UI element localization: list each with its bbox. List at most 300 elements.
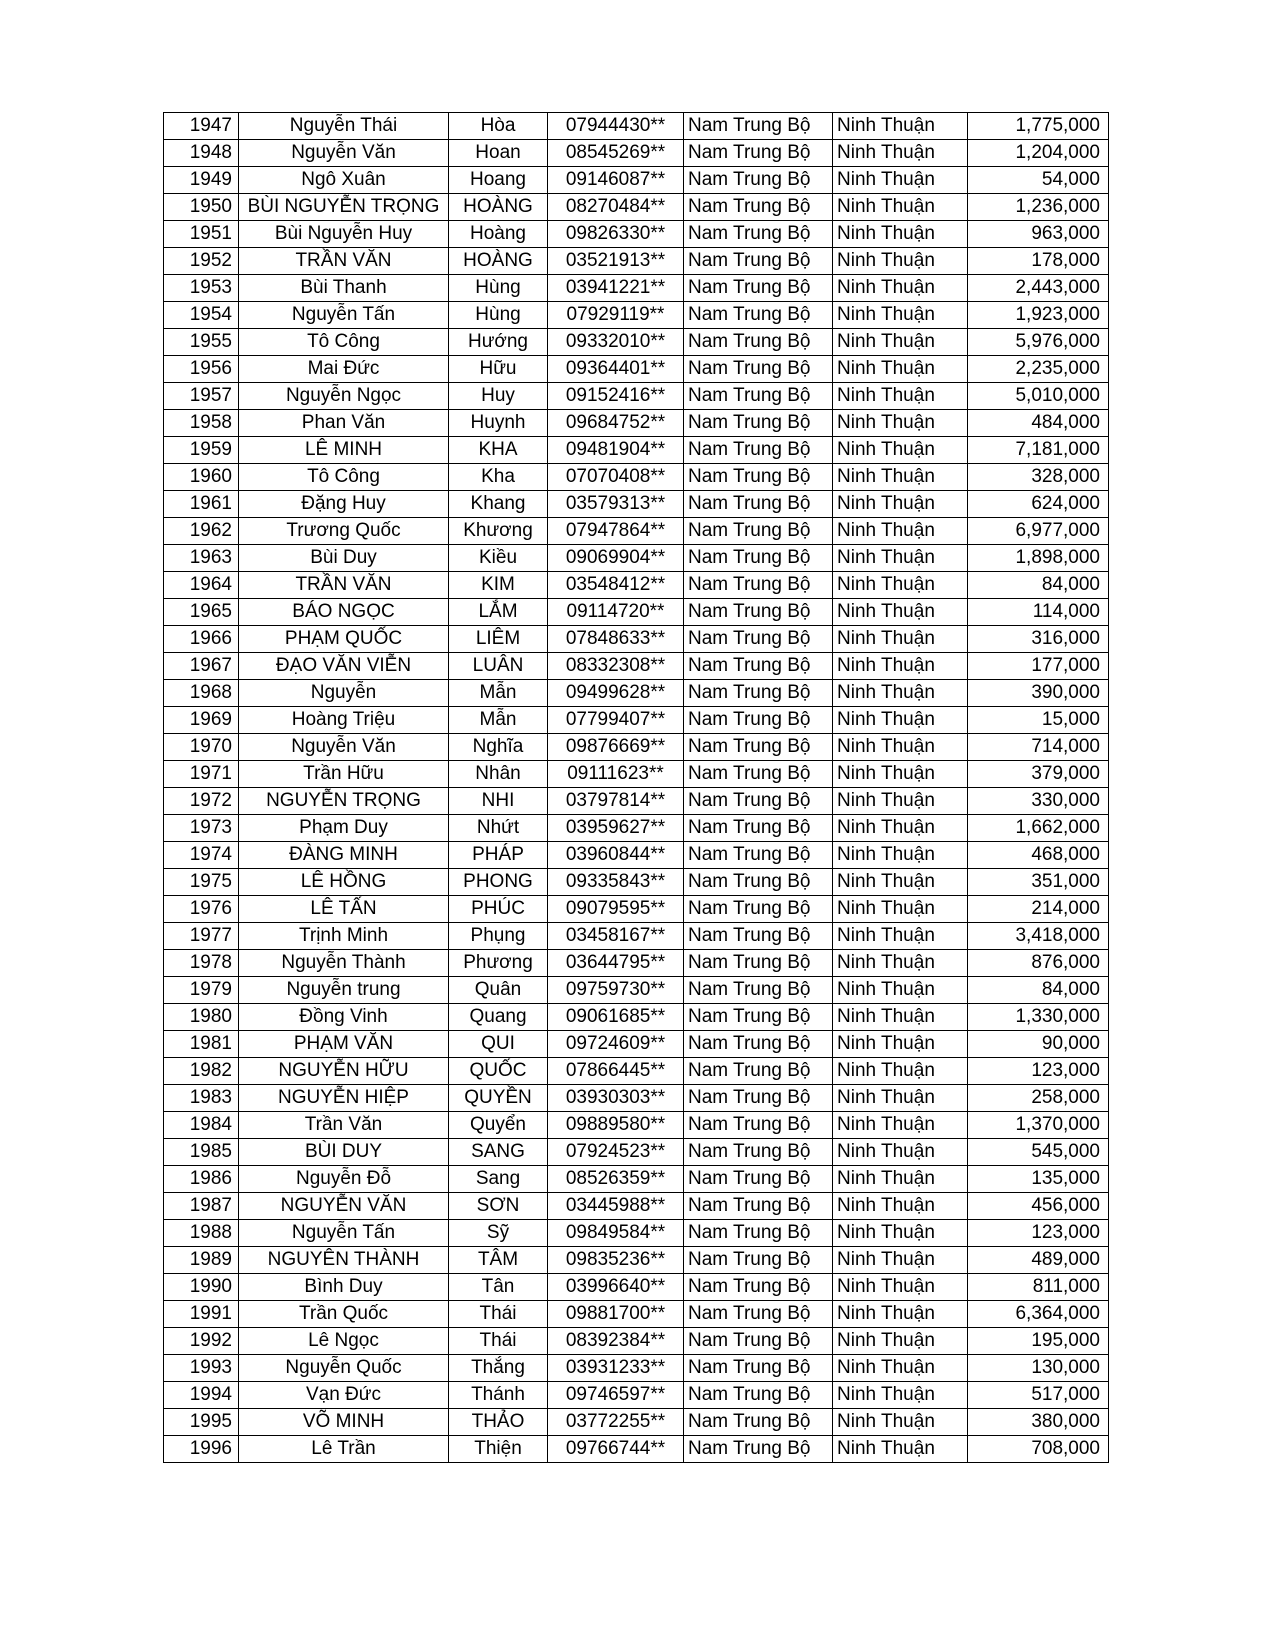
family-name-cell: Nguyễn Thái (239, 113, 449, 140)
row-number-cell: 1990 (164, 1274, 239, 1301)
phone-cell: 09499628** (548, 680, 684, 707)
province-cell: Ninh Thuận (833, 1058, 968, 1085)
province-cell: Ninh Thuận (833, 1301, 968, 1328)
given-name-cell: Hoàng (449, 221, 548, 248)
amount-cell: 351,000 (968, 869, 1109, 896)
row-number-cell: 1982 (164, 1058, 239, 1085)
table-row (164, 167, 1109, 194)
given-name-cell: Hòa (449, 113, 548, 140)
table-row (164, 1436, 1109, 1463)
phone-cell: 09079595** (548, 896, 684, 923)
region-cell: Nam Trung Bộ (684, 896, 833, 923)
region-cell: Nam Trung Bộ (684, 1274, 833, 1301)
amount-cell: 545,000 (968, 1139, 1109, 1166)
family-name-cell: Trần Hữu (239, 761, 449, 788)
region-cell: Nam Trung Bộ (684, 815, 833, 842)
amount-cell: 468,000 (968, 842, 1109, 869)
given-name-cell: QUI (449, 1031, 548, 1058)
row-number-cell: 1967 (164, 653, 239, 680)
row-number-cell: 1960 (164, 464, 239, 491)
amount-cell: 484,000 (968, 410, 1109, 437)
family-name-cell: Lê Trần (239, 1436, 449, 1463)
region-cell: Nam Trung Bộ (684, 1220, 833, 1247)
table-row (164, 248, 1109, 275)
province-cell: Ninh Thuận (833, 896, 968, 923)
phone-cell: 07799407** (548, 707, 684, 734)
family-name-cell: Trịnh Minh (239, 923, 449, 950)
table-row (164, 950, 1109, 977)
given-name-cell: Quyển (449, 1112, 548, 1139)
amount-cell: 316,000 (968, 626, 1109, 653)
given-name-cell: PHONG (449, 869, 548, 896)
given-name-cell: Hoang (449, 167, 548, 194)
amount-cell: 328,000 (968, 464, 1109, 491)
given-name-cell: Khang (449, 491, 548, 518)
family-name-cell: Phan Văn (239, 410, 449, 437)
amount-cell: 1,775,000 (968, 113, 1109, 140)
table-row (164, 1004, 1109, 1031)
family-name-cell: BÙI DUY (239, 1139, 449, 1166)
phone-cell: 03930303** (548, 1085, 684, 1112)
row-number-cell: 1977 (164, 923, 239, 950)
province-cell: Ninh Thuận (833, 221, 968, 248)
table-row (164, 302, 1109, 329)
phone-cell: 07070408** (548, 464, 684, 491)
row-number-cell: 1984 (164, 1112, 239, 1139)
row-number-cell: 1958 (164, 410, 239, 437)
phone-cell: 09889580** (548, 1112, 684, 1139)
table-row (164, 518, 1109, 545)
row-number-cell: 1968 (164, 680, 239, 707)
row-number-cell: 1963 (164, 545, 239, 572)
given-name-cell: Huynh (449, 410, 548, 437)
family-name-cell: NGUYỄN VĂN (239, 1193, 449, 1220)
row-number-cell: 1973 (164, 815, 239, 842)
given-name-cell: Mẫn (449, 680, 548, 707)
province-cell: Ninh Thuận (833, 1328, 968, 1355)
row-number-cell: 1955 (164, 329, 239, 356)
family-name-cell: Hoàng Triệu (239, 707, 449, 734)
row-number-cell: 1980 (164, 1004, 239, 1031)
table-row (164, 761, 1109, 788)
region-cell: Nam Trung Bộ (684, 356, 833, 383)
family-name-cell: VÕ MINH (239, 1409, 449, 1436)
region-cell: Nam Trung Bộ (684, 950, 833, 977)
family-name-cell: Nguyễn Tấn (239, 1220, 449, 1247)
table-row (164, 1193, 1109, 1220)
region-cell: Nam Trung Bộ (684, 248, 833, 275)
row-number-cell: 1949 (164, 167, 239, 194)
amount-cell: 1,370,000 (968, 1112, 1109, 1139)
province-cell: Ninh Thuận (833, 275, 968, 302)
row-number-cell: 1989 (164, 1247, 239, 1274)
amount-cell: 390,000 (968, 680, 1109, 707)
family-name-cell: PHẠM QUỐC (239, 626, 449, 653)
row-number-cell: 1957 (164, 383, 239, 410)
row-number-cell: 1950 (164, 194, 239, 221)
table-row (164, 1139, 1109, 1166)
phone-cell: 08526359** (548, 1166, 684, 1193)
table-row (164, 1220, 1109, 1247)
amount-cell: 2,443,000 (968, 275, 1109, 302)
region-cell: Nam Trung Bộ (684, 1355, 833, 1382)
region-cell: Nam Trung Bộ (684, 329, 833, 356)
given-name-cell: Thái (449, 1328, 548, 1355)
amount-cell: 1,204,000 (968, 140, 1109, 167)
family-name-cell: Bùi Nguyễn Huy (239, 221, 449, 248)
province-cell: Ninh Thuận (833, 842, 968, 869)
table-row (164, 1112, 1109, 1139)
family-name-cell: Mai Đức (239, 356, 449, 383)
table-row (164, 437, 1109, 464)
given-name-cell: Sỹ (449, 1220, 548, 1247)
province-cell: Ninh Thuận (833, 437, 968, 464)
row-number-cell: 1969 (164, 707, 239, 734)
table-row (164, 221, 1109, 248)
region-cell: Nam Trung Bộ (684, 1193, 833, 1220)
amount-cell: 135,000 (968, 1166, 1109, 1193)
phone-cell: 03960844** (548, 842, 684, 869)
table-row (164, 1382, 1109, 1409)
province-cell: Ninh Thuận (833, 1247, 968, 1274)
region-cell: Nam Trung Bộ (684, 572, 833, 599)
province-cell: Ninh Thuận (833, 626, 968, 653)
amount-cell: 90,000 (968, 1031, 1109, 1058)
row-number-cell: 1994 (164, 1382, 239, 1409)
family-name-cell: TRẦN VĂN (239, 248, 449, 275)
region-cell: Nam Trung Bộ (684, 923, 833, 950)
row-number-cell: 1951 (164, 221, 239, 248)
phone-cell: 03941221** (548, 275, 684, 302)
region-cell: Nam Trung Bộ (684, 1247, 833, 1274)
region-cell: Nam Trung Bộ (684, 1139, 833, 1166)
region-cell: Nam Trung Bộ (684, 869, 833, 896)
phone-cell: 03996640** (548, 1274, 684, 1301)
region-cell: Nam Trung Bộ (684, 680, 833, 707)
given-name-cell: Quân (449, 977, 548, 1004)
amount-cell: 123,000 (968, 1058, 1109, 1085)
amount-cell: 177,000 (968, 653, 1109, 680)
province-cell: Ninh Thuận (833, 1193, 968, 1220)
phone-cell: 03959627** (548, 815, 684, 842)
family-name-cell: Nguyễn trung (239, 977, 449, 1004)
amount-cell: 7,181,000 (968, 437, 1109, 464)
given-name-cell: KIM (449, 572, 548, 599)
given-name-cell: Phương (449, 950, 548, 977)
region-cell: Nam Trung Bộ (684, 1004, 833, 1031)
phone-cell: 07944430** (548, 113, 684, 140)
phone-cell: 03797814** (548, 788, 684, 815)
province-cell: Ninh Thuận (833, 1382, 968, 1409)
province-cell: Ninh Thuận (833, 1166, 968, 1193)
family-name-cell: Đặng Huy (239, 491, 449, 518)
province-cell: Ninh Thuận (833, 302, 968, 329)
given-name-cell: Hùng (449, 302, 548, 329)
amount-cell: 379,000 (968, 761, 1109, 788)
row-number-cell: 1981 (164, 1031, 239, 1058)
row-number-cell: 1995 (164, 1409, 239, 1436)
amount-cell: 708,000 (968, 1436, 1109, 1463)
amount-cell: 1,898,000 (968, 545, 1109, 572)
province-cell: Ninh Thuận (833, 1004, 968, 1031)
amount-cell: 15,000 (968, 707, 1109, 734)
table-row (164, 1085, 1109, 1112)
region-cell: Nam Trung Bộ (684, 275, 833, 302)
row-number-cell: 1986 (164, 1166, 239, 1193)
amount-cell: 54,000 (968, 167, 1109, 194)
family-name-cell: BÙI NGUYỄN TRỌNG (239, 194, 449, 221)
province-cell: Ninh Thuận (833, 1220, 968, 1247)
phone-cell: 09746597** (548, 1382, 684, 1409)
row-number-cell: 1965 (164, 599, 239, 626)
phone-cell: 07947864** (548, 518, 684, 545)
row-number-cell: 1962 (164, 518, 239, 545)
amount-cell: 380,000 (968, 1409, 1109, 1436)
region-cell: Nam Trung Bộ (684, 140, 833, 167)
region-cell: Nam Trung Bộ (684, 1436, 833, 1463)
data-table (163, 112, 1109, 1463)
family-name-cell: Nguyễn Thành (239, 950, 449, 977)
row-number-cell: 1970 (164, 734, 239, 761)
region-cell: Nam Trung Bộ (684, 194, 833, 221)
given-name-cell: PHÚC (449, 896, 548, 923)
given-name-cell: LUÂN (449, 653, 548, 680)
given-name-cell: KHA (449, 437, 548, 464)
family-name-cell: Phạm Duy (239, 815, 449, 842)
given-name-cell: Hùng (449, 275, 548, 302)
province-cell: Ninh Thuận (833, 599, 968, 626)
given-name-cell: Quang (449, 1004, 548, 1031)
phone-cell: 09759730** (548, 977, 684, 1004)
phone-cell: 09826330** (548, 221, 684, 248)
table-row (164, 383, 1109, 410)
table-row (164, 1301, 1109, 1328)
given-name-cell: SANG (449, 1139, 548, 1166)
province-cell: Ninh Thuận (833, 761, 968, 788)
phone-cell: 08392384** (548, 1328, 684, 1355)
family-name-cell: Tô Công (239, 464, 449, 491)
family-name-cell: LÊ HỒNG (239, 869, 449, 896)
amount-cell: 1,330,000 (968, 1004, 1109, 1031)
phone-cell: 03579313** (548, 491, 684, 518)
province-cell: Ninh Thuận (833, 140, 968, 167)
phone-cell: 09114720** (548, 599, 684, 626)
row-number-cell: 1964 (164, 572, 239, 599)
table-row (164, 626, 1109, 653)
given-name-cell: Kiều (449, 545, 548, 572)
region-cell: Nam Trung Bộ (684, 977, 833, 1004)
amount-cell: 84,000 (968, 572, 1109, 599)
phone-cell: 07924523** (548, 1139, 684, 1166)
family-name-cell: NGUYỄN TRỌNG (239, 788, 449, 815)
row-number-cell: 1985 (164, 1139, 239, 1166)
phone-cell: 09849584** (548, 1220, 684, 1247)
given-name-cell: NHI (449, 788, 548, 815)
province-cell: Ninh Thuận (833, 383, 968, 410)
given-name-cell: PHÁP (449, 842, 548, 869)
province-cell: Ninh Thuận (833, 572, 968, 599)
province-cell: Ninh Thuận (833, 410, 968, 437)
given-name-cell: Hướng (449, 329, 548, 356)
row-number-cell: 1966 (164, 626, 239, 653)
region-cell: Nam Trung Bộ (684, 1382, 833, 1409)
row-number-cell: 1956 (164, 356, 239, 383)
row-number-cell: 1978 (164, 950, 239, 977)
table-row (164, 734, 1109, 761)
row-number-cell: 1988 (164, 1220, 239, 1247)
phone-cell: 03644795** (548, 950, 684, 977)
row-number-cell: 1947 (164, 113, 239, 140)
table-row (164, 491, 1109, 518)
region-cell: Nam Trung Bộ (684, 113, 833, 140)
province-cell: Ninh Thuận (833, 518, 968, 545)
table-row (164, 1031, 1109, 1058)
family-name-cell: NGUYỄN HIỆP (239, 1085, 449, 1112)
family-name-cell: Tô Công (239, 329, 449, 356)
province-cell: Ninh Thuận (833, 950, 968, 977)
table-row (164, 1058, 1109, 1085)
phone-cell: 09061685** (548, 1004, 684, 1031)
province-cell: Ninh Thuận (833, 1085, 968, 1112)
given-name-cell: Tân (449, 1274, 548, 1301)
phone-cell: 07848633** (548, 626, 684, 653)
table-row (164, 1328, 1109, 1355)
row-number-cell: 1953 (164, 275, 239, 302)
family-name-cell: LÊ TẤN (239, 896, 449, 923)
given-name-cell: QUYỀN (449, 1085, 548, 1112)
given-name-cell: Phụng (449, 923, 548, 950)
family-name-cell: Nguyễn Ngọc (239, 383, 449, 410)
phone-cell: 09364401** (548, 356, 684, 383)
table-row (164, 896, 1109, 923)
region-cell: Nam Trung Bộ (684, 788, 833, 815)
phone-cell: 03521913** (548, 248, 684, 275)
phone-cell: 09152416** (548, 383, 684, 410)
table-row (164, 1409, 1109, 1436)
given-name-cell: LIÊM (449, 626, 548, 653)
province-cell: Ninh Thuận (833, 1274, 968, 1301)
row-number-cell: 1948 (164, 140, 239, 167)
province-cell: Ninh Thuận (833, 1139, 968, 1166)
given-name-cell: QUỐC (449, 1058, 548, 1085)
given-name-cell: Sang (449, 1166, 548, 1193)
province-cell: Ninh Thuận (833, 707, 968, 734)
family-name-cell: Nguyễn (239, 680, 449, 707)
given-name-cell: Thánh (449, 1382, 548, 1409)
family-name-cell: Lê Ngọc (239, 1328, 449, 1355)
province-cell: Ninh Thuận (833, 653, 968, 680)
family-name-cell: Nguyễn Đỗ (239, 1166, 449, 1193)
family-name-cell: TRẦN VĂN (239, 572, 449, 599)
family-name-cell: Trần Văn (239, 1112, 449, 1139)
phone-cell: 08545269** (548, 140, 684, 167)
province-cell: Ninh Thuận (833, 113, 968, 140)
amount-cell: 214,000 (968, 896, 1109, 923)
table-row (164, 788, 1109, 815)
province-cell: Ninh Thuận (833, 491, 968, 518)
amount-cell: 5,010,000 (968, 383, 1109, 410)
given-name-cell: Khương (449, 518, 548, 545)
row-number-cell: 1991 (164, 1301, 239, 1328)
region-cell: Nam Trung Bộ (684, 518, 833, 545)
given-name-cell: Nghĩa (449, 734, 548, 761)
province-cell: Ninh Thuận (833, 788, 968, 815)
amount-cell: 5,976,000 (968, 329, 1109, 356)
province-cell: Ninh Thuận (833, 1031, 968, 1058)
province-cell: Ninh Thuận (833, 194, 968, 221)
table-row (164, 707, 1109, 734)
phone-cell: 03445988** (548, 1193, 684, 1220)
row-number-cell: 1952 (164, 248, 239, 275)
table-row (164, 113, 1109, 140)
table-row (164, 356, 1109, 383)
province-cell: Ninh Thuận (833, 977, 968, 1004)
region-cell: Nam Trung Bộ (684, 302, 833, 329)
row-number-cell: 1971 (164, 761, 239, 788)
table-row (164, 815, 1109, 842)
given-name-cell: Kha (449, 464, 548, 491)
region-cell: Nam Trung Bộ (684, 653, 833, 680)
region-cell: Nam Trung Bộ (684, 1085, 833, 1112)
region-cell: Nam Trung Bộ (684, 383, 833, 410)
family-name-cell: Đồng Vinh (239, 1004, 449, 1031)
row-number-cell: 1959 (164, 437, 239, 464)
table-body (164, 113, 1109, 1463)
row-number-cell: 1954 (164, 302, 239, 329)
table-row (164, 140, 1109, 167)
province-cell: Ninh Thuận (833, 815, 968, 842)
phone-cell: 09835236** (548, 1247, 684, 1274)
family-name-cell: ĐÀNG MINH (239, 842, 449, 869)
region-cell: Nam Trung Bộ (684, 491, 833, 518)
family-name-cell: Ngô Xuân (239, 167, 449, 194)
family-name-cell: Nguyễn Văn (239, 140, 449, 167)
amount-cell: 456,000 (968, 1193, 1109, 1220)
amount-cell: 1,236,000 (968, 194, 1109, 221)
table-row (164, 680, 1109, 707)
family-name-cell: Trương Quốc (239, 518, 449, 545)
family-name-cell: Bình Duy (239, 1274, 449, 1301)
region-cell: Nam Trung Bộ (684, 167, 833, 194)
amount-cell: 84,000 (968, 977, 1109, 1004)
phone-cell: 03548412** (548, 572, 684, 599)
phone-cell: 07866445** (548, 1058, 684, 1085)
phone-cell: 03772255** (548, 1409, 684, 1436)
region-cell: Nam Trung Bộ (684, 599, 833, 626)
phone-cell: 08332308** (548, 653, 684, 680)
amount-cell: 123,000 (968, 1220, 1109, 1247)
given-name-cell: Nhứt (449, 815, 548, 842)
given-name-cell: Huy (449, 383, 548, 410)
province-cell: Ninh Thuận (833, 923, 968, 950)
given-name-cell: Mẫn (449, 707, 548, 734)
given-name-cell: LẮM (449, 599, 548, 626)
region-cell: Nam Trung Bộ (684, 1328, 833, 1355)
amount-cell: 714,000 (968, 734, 1109, 761)
family-name-cell: Trần Quốc (239, 1301, 449, 1328)
given-name-cell: HOÀNG (449, 194, 548, 221)
province-cell: Ninh Thuận (833, 464, 968, 491)
table-row (164, 1247, 1109, 1274)
amount-cell: 2,235,000 (968, 356, 1109, 383)
amount-cell: 258,000 (968, 1085, 1109, 1112)
given-name-cell: Thái (449, 1301, 548, 1328)
region-cell: Nam Trung Bộ (684, 464, 833, 491)
row-number-cell: 1972 (164, 788, 239, 815)
phone-cell: 03931233** (548, 1355, 684, 1382)
province-cell: Ninh Thuận (833, 1355, 968, 1382)
given-name-cell: HOÀNG (449, 248, 548, 275)
